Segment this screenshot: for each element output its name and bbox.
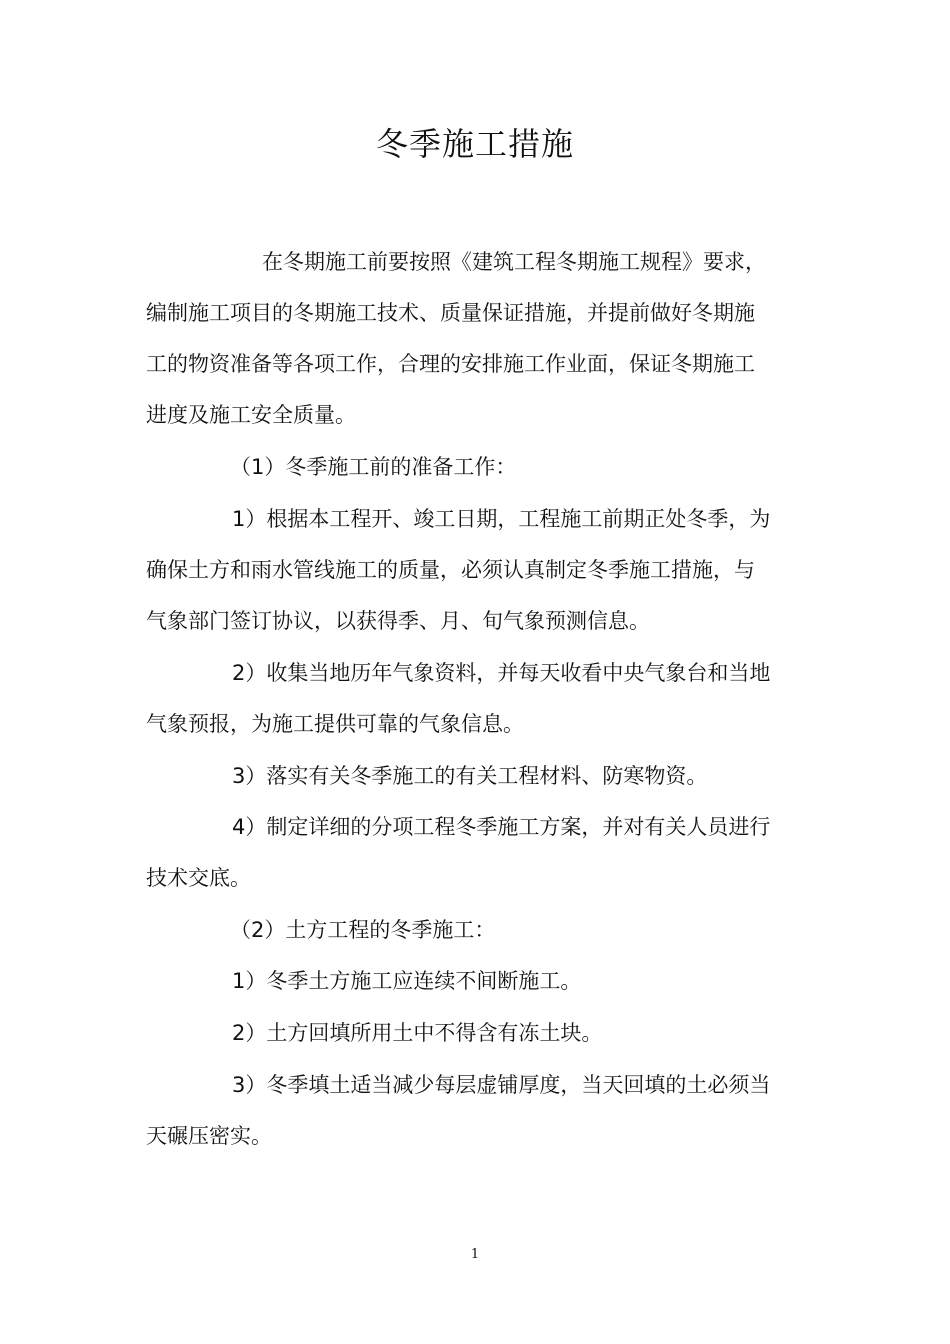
paragraph-line: 气象部门签订协议，以获得季、月、旬气象预测信息。 — [146, 609, 650, 633]
paragraph-line: 进度及施工安全质量。 — [146, 403, 356, 427]
section-heading-2: （2）土方工程的冬季施工： — [230, 918, 496, 942]
paragraph-line: 天碾压密实。 — [146, 1124, 272, 1148]
paragraph-line: 气象预报，为施工提供可靠的气象信息。 — [146, 712, 524, 736]
section-heading-1: （1）冬季施工前的准备工作： — [230, 455, 517, 479]
paragraph-line: 2）土方回填所用土中不得含有冻土块。 — [232, 1021, 603, 1045]
paragraph-line: 2）收集当地历年气象资料，并每天收看中央气象台和当地 — [232, 661, 771, 685]
paragraph-line: 在冬期施工前要按照《建筑工程冬期施工规程》要求， — [262, 250, 766, 274]
paragraph-line: 4）制定详细的分项工程冬季施工方案，并对有关人员进行 — [232, 815, 771, 839]
paragraph-line: 编制施工项目的冬期施工技术、质量保证措施，并提前做好冬期施 — [146, 301, 755, 325]
page-number: 1 — [470, 1247, 480, 1262]
paragraph-line: 3）落实有关冬季施工的有关工程材料、防寒物资。 — [232, 764, 708, 788]
paragraph-line: 技术交底。 — [146, 866, 251, 890]
paragraph-line: 确保土方和雨水管线施工的质量，必须认真制定冬季施工措施，与 — [146, 558, 755, 582]
document-title: 冬季施工措施 — [375, 125, 574, 163]
paragraph-line: 工的物资准备等各项工作，合理的安排施工作业面，保证冬期施工 — [146, 352, 755, 376]
paragraph-line: 3）冬季填土适当减少每层虚铺厚度，当天回填的土必须当 — [232, 1073, 771, 1097]
paragraph-line: 1）冬季土方施工应连续不间断施工。 — [232, 969, 582, 993]
paragraph-line: 1）根据本工程开、竣工日期，工程施工前期正处冬季，为 — [232, 507, 771, 531]
